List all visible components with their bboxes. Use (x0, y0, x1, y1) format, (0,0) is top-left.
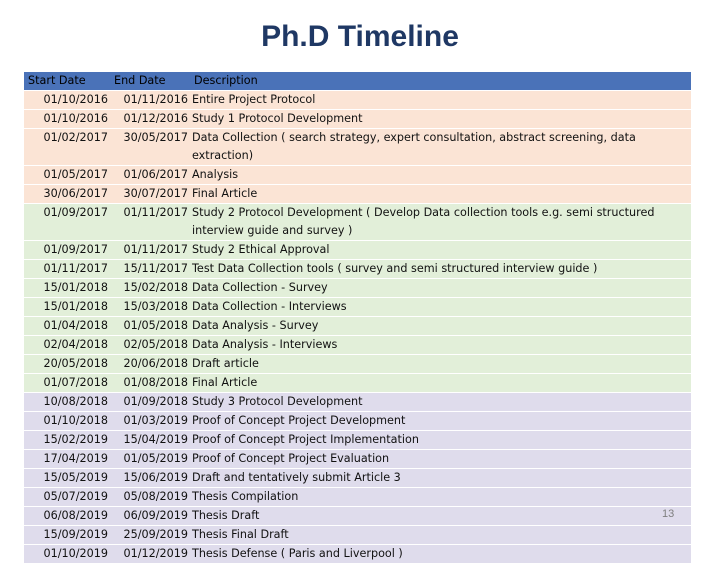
table-row (24, 185, 691, 204)
start-date-cell: 06/08/2019 (24, 507, 110, 526)
end-date-cell: 20/06/2018 (110, 355, 190, 374)
description-cell: Draft article (190, 355, 691, 374)
end-date-cell: 30/05/2017 (110, 129, 190, 166)
end-date-cell: 01/09/2018 (110, 393, 190, 412)
start-date-cell: 15/09/2019 (24, 526, 110, 545)
table-row (24, 166, 691, 185)
start-date-cell: 01/10/2019 (24, 545, 110, 564)
header-description: Description (190, 72, 691, 91)
description-cell: Study 3 Protocol Development (190, 393, 691, 412)
table-header-row (24, 72, 691, 91)
description-cell: Data Collection ( search strategy, expert consultation, abstract screening, data extraction) (190, 129, 691, 166)
start-date-cell: 15/01/2018 (24, 279, 110, 298)
description-cell: Thesis Final Draft (190, 526, 691, 545)
end-date-cell: 01/05/2019 (110, 450, 190, 469)
table-row (24, 336, 691, 355)
end-date-cell: 01/08/2018 (110, 374, 190, 393)
description-cell: Analysis (190, 166, 691, 185)
description-cell: Data Analysis - Survey (190, 317, 691, 336)
start-date-cell: 01/05/2017 (24, 166, 110, 185)
end-date-cell: 02/05/2018 (110, 336, 190, 355)
description-cell: Proof of Concept Project Development (190, 412, 691, 431)
start-date-cell: 01/10/2016 (24, 110, 110, 129)
description-cell: Entire Project Protocol (190, 91, 691, 110)
table-row (24, 412, 691, 431)
description-cell: Proof of Concept Project Evaluation (190, 450, 691, 469)
table-row (24, 488, 691, 507)
start-date-cell: 01/07/2018 (24, 374, 110, 393)
start-date-cell: 01/10/2016 (24, 91, 110, 110)
start-date-cell: 10/08/2018 (24, 393, 110, 412)
end-date-cell: 01/11/2016 (110, 91, 190, 110)
end-date-cell: 01/12/2019 (110, 545, 190, 564)
description-cell: Data Collection - Survey (190, 279, 691, 298)
end-date-cell: 30/07/2017 (110, 185, 190, 204)
description-cell: Data Collection - Interviews (190, 298, 691, 317)
start-date-cell: 01/04/2018 (24, 317, 110, 336)
table-row (24, 526, 691, 545)
start-date-cell: 01/02/2017 (24, 129, 110, 166)
table-row (24, 469, 691, 488)
description-cell: Final Article (190, 374, 691, 393)
description-cell: Study 2 Protocol Development ( Develop Data collection tools e.g. semi structured interview guide and survey ) (190, 204, 691, 241)
table-row (24, 355, 691, 374)
table-row (24, 507, 691, 526)
timeline-table (24, 72, 691, 564)
end-date-cell: 05/08/2019 (110, 488, 190, 507)
description-cell: Test Data Collection tools ( survey and semi structured interview guide ) (190, 260, 691, 279)
start-date-cell: 15/02/2019 (24, 431, 110, 450)
end-date-cell: 15/04/2019 (110, 431, 190, 450)
description-cell: Draft and tentatively submit Article 3 (190, 469, 691, 488)
table-row (24, 91, 691, 110)
header-start-date: Start Date (24, 72, 110, 91)
end-date-cell: 01/11/2017 (110, 204, 190, 241)
description-cell: Data Analysis - Interviews (190, 336, 691, 355)
table-row (24, 393, 691, 412)
end-date-cell: 01/06/2017 (110, 166, 190, 185)
start-date-cell: 01/09/2017 (24, 204, 110, 241)
description-cell: Final Article (190, 185, 691, 204)
end-date-cell: 01/12/2016 (110, 110, 190, 129)
page-title: Ph.D Timeline (261, 20, 459, 53)
start-date-cell: 01/11/2017 (24, 260, 110, 279)
table-row (24, 298, 691, 317)
table-row (24, 110, 691, 129)
table-row (24, 260, 691, 279)
table-row (24, 545, 691, 564)
page-number: 13 (662, 508, 675, 520)
end-date-cell: 01/11/2017 (110, 241, 190, 260)
start-date-cell: 01/09/2017 (24, 241, 110, 260)
end-date-cell: 01/05/2018 (110, 317, 190, 336)
timeline-body (24, 91, 691, 564)
table-row (24, 204, 691, 241)
table-row (24, 450, 691, 469)
end-date-cell: 15/03/2018 (110, 298, 190, 317)
start-date-cell: 15/05/2019 (24, 469, 110, 488)
table-row (24, 431, 691, 450)
end-date-cell: 06/09/2019 (110, 507, 190, 526)
end-date-cell: 15/11/2017 (110, 260, 190, 279)
end-date-cell: 15/02/2018 (110, 279, 190, 298)
table-row (24, 374, 691, 393)
end-date-cell: 25/09/2019 (110, 526, 190, 545)
end-date-cell: 15/06/2019 (110, 469, 190, 488)
table-row (24, 279, 691, 298)
description-cell: Thesis Defense ( Paris and Liverpool ) (190, 545, 691, 564)
description-cell: Study 2 Ethical Approval (190, 241, 691, 260)
table-row (24, 317, 691, 336)
start-date-cell: 20/05/2018 (24, 355, 110, 374)
start-date-cell: 17/04/2019 (24, 450, 110, 469)
start-date-cell: 15/01/2018 (24, 298, 110, 317)
start-date-cell: 02/04/2018 (24, 336, 110, 355)
description-cell: Proof of Concept Project Implementation (190, 431, 691, 450)
start-date-cell: 01/10/2018 (24, 412, 110, 431)
table-row (24, 129, 691, 166)
description-cell: Thesis Compilation (190, 488, 691, 507)
header-end-date: End Date (110, 72, 190, 91)
start-date-cell: 05/07/2019 (24, 488, 110, 507)
end-date-cell: 01/03/2019 (110, 412, 190, 431)
table-row (24, 241, 691, 260)
description-cell: Study 1 Protocol Development (190, 110, 691, 129)
description-cell: Thesis Draft (190, 507, 691, 526)
start-date-cell: 30/06/2017 (24, 185, 110, 204)
